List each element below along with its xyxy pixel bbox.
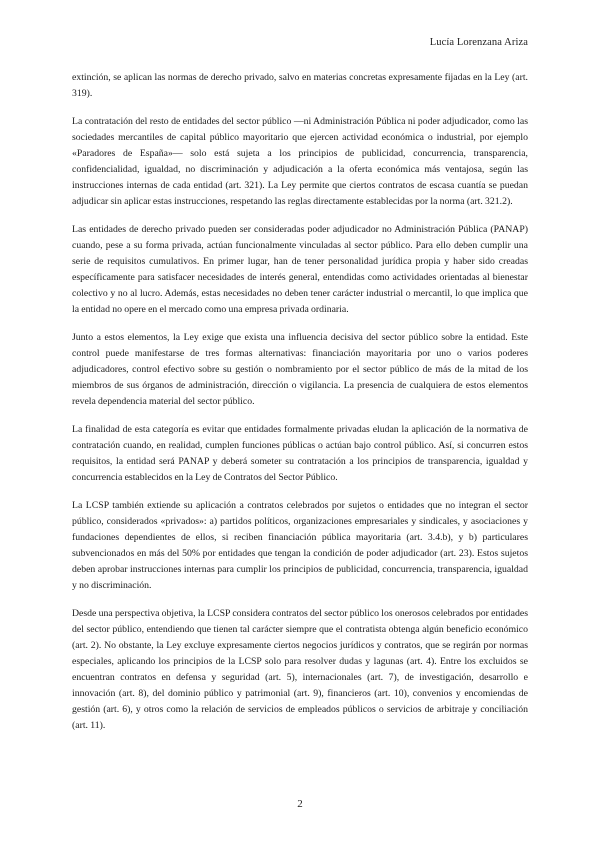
page-number: 2 — [297, 798, 303, 810]
paragraph-2: La contratación del resto de entidades del sector público —ni Administración Pública ni poder adjudicador, como las sociedades mercantiles de capital público mayoritario que ejercen actividad económica o industrial, por ejemplo «Paradores de España»— solo está sujeta a los principios de publicidad, concurrencia, transparencia, confidencialidad, igualdad, no discriminación y adjudicación a la oferta económica más ventajosa, según las instrucciones internas de cada entidad (art. 321). La Ley permite que ciertos contratos de escasa cuantía se puedan adjudicar sin aplicar estas instrucciones, respetando las reglas directamente establecidas por la norma (art. 321.2). — [72, 116, 528, 207]
page-body — [72, 70, 528, 746]
paragraph-6: La LCSP también extiende su aplicación a contratos celebrados por sujetos o entidades que no integran el sector público, considerados «privados»: a) partidos políticos, organizaciones empresariales y sindicales, y asociaciones y fundaciones dependientes de ellos, si reciben financiación pública mayoritaria (art. 3.4.b), y b) particulares subvencionados en más del 50% por entidades que tengan la condición de poder adjudicador (art. 23). Estos sujetos deben aprobar instrucciones internas para cumplir los principios de publicidad, concurrencia, transparencia, igualdad y no discriminación. — [72, 500, 528, 591]
paragraph-5: La finalidad de esta categoría es evitar que entidades formalmente privadas eludan la aplicación de la normativa de contratación cuando, en realidad, cumplen funciones públicas o actúan bajo control público. Así, si concurren estos requisitos, la entidad será PANAP y deberá someter su contratación a los principios de transparencia, igualdad y concurrencia establecidos en la Ley de Contratos del Sector Público. — [72, 424, 528, 483]
paragraph-3: Las entidades de derecho privado pueden ser consideradas poder adjudicador no Administración Pública (PANAP) cuando, pese a su forma privada, actúan funcionalmente vinculadas al sector público. Para ello deben cumplir una serie de requisitos cumulativos. En primer lugar, han de tener personalidad jurídica propia y haber sido creadas específicamente para satisfacer necesidades de interés general, entendidas como actividades orientadas al bienestar colectivo y no al lucro. Además, estas necesidades no deben tener carácter industrial o mercantil, lo que implica que la entidad no opere en el mercado como una empresa privada ordinaria. — [72, 224, 528, 315]
paragraph-4: Junto a estos elementos, la Ley exige que exista una influencia decisiva del sector público sobre la entidad. Este control puede manifestarse de tres formas alternativas: financiación mayoritaria por uno o varios poderes adjudicadores, control efectivo sobre su gestión o nombramiento por el sector público de más de la mitad de los miembros de sus órganos de administración, dirección o vigilancia. La presencia de cualquiera de estos elementos revela dependencia material del sector público. — [72, 332, 528, 407]
paragraph-7: Desde una perspectiva objetiva, la LCSP considera contratos del sector público los onerosos celebrados por entidades del sector público, entendiendo que tienen tal carácter siempre que el contratista obtenga algún beneficio económico (art. 2). No obstante, la Ley excluye expresamente ciertos negocios jurídicos y contratos, que se regirán por normas especiales, aplicando los principios de la LCSP solo para resolver dudas y lagunas (art. 4). Entre los excluidos se encuentran contratos en defensa y seguridad (art. 5), internacionales (art. 7), de investigación, desarrollo e innovación (art. 8), del dominio público y patrimonial (art. 9), financieros (art. 10), convenios y encomiendas de gestión (art. 6), y otros como la relación de servicios de empleados públicos o servicios de arbitraje y conciliación (art. 11). — [72, 608, 528, 731]
paragraph-1: extinción, se aplican las normas de derecho privado, salvo en materias concretas expresamente fijadas en la Ley (art. 319). — [72, 72, 528, 99]
running-header-author: Lucía Lorenzana Ariza — [429, 37, 528, 48]
